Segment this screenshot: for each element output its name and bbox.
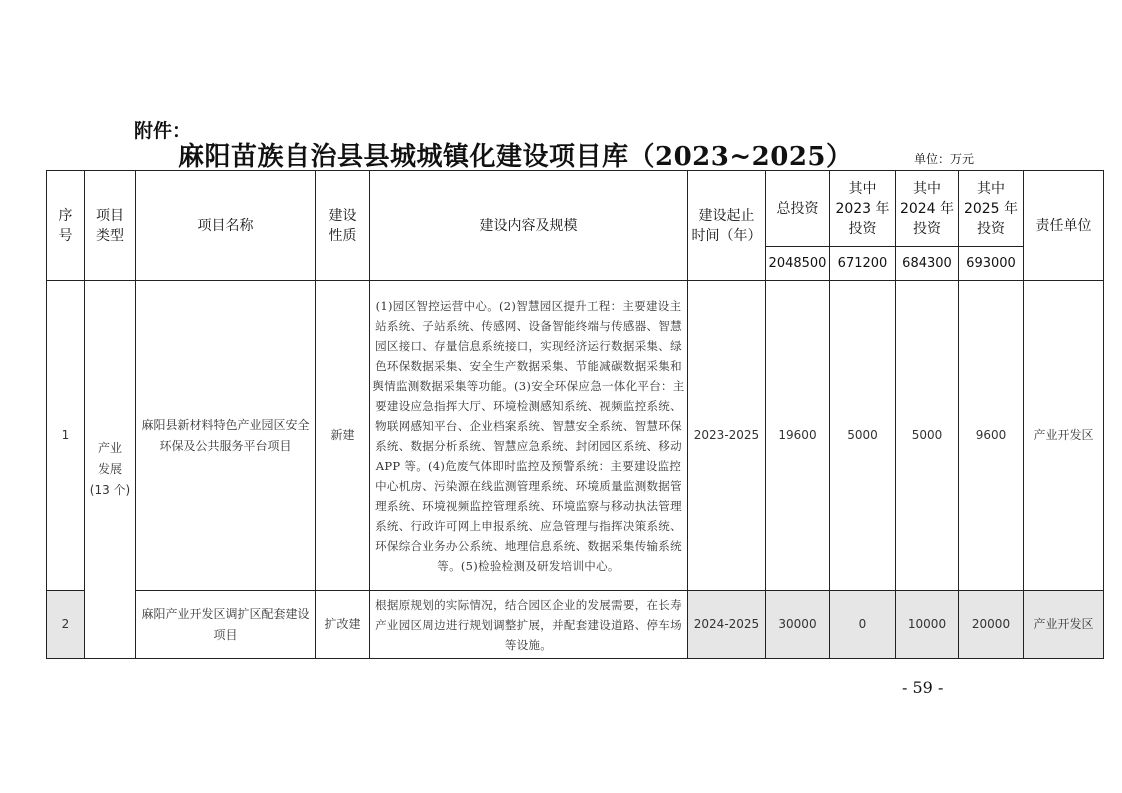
row-project-name: 麻阳产业开发区调扩区配套建设项目 xyxy=(136,591,316,659)
inv2024-sum: 684300 xyxy=(896,247,959,281)
header-inv2024: 其中 2024 年 投资 xyxy=(896,171,959,247)
row-unit: 产业开发区 xyxy=(1024,591,1104,659)
header-inv2023: 其中 2023 年 投资 xyxy=(830,171,896,247)
header-content: 建设内容及规模 xyxy=(370,171,688,281)
project-table xyxy=(46,170,1104,659)
table-row xyxy=(47,281,1104,591)
row-inv2023: 0 xyxy=(830,591,896,659)
row-period: 2023-2025 xyxy=(688,281,766,591)
row-unit: 产业开发区 xyxy=(1024,281,1104,591)
row-inv2024: 5000 xyxy=(896,281,959,591)
header-total: 总投资 xyxy=(766,171,830,247)
page-number: - 59 - xyxy=(902,678,944,697)
header-seq: 序 号 xyxy=(47,171,85,281)
row-total: 19600 xyxy=(766,281,830,591)
header-nature: 建设 性质 xyxy=(316,171,370,281)
table-row xyxy=(47,591,1104,659)
row-content: 根据原规划的实际情况，结合园区企业的发展需要，在长寿产业园区周边进行规划调整扩展，并配套建设道路、停车场等设施。 xyxy=(370,591,688,659)
row-project-name: 麻阳县新材料特色产业园区安全环保及公共服务平台项目 xyxy=(136,281,316,591)
inv2023-sum: 671200 xyxy=(830,247,896,281)
row-inv2025: 20000 xyxy=(959,591,1024,659)
row-inv2023: 5000 xyxy=(830,281,896,591)
row-total: 30000 xyxy=(766,591,830,659)
header-name: 项目名称 xyxy=(136,171,316,281)
inv2025-sum: 693000 xyxy=(959,247,1024,281)
row-period: 2024-2025 xyxy=(688,591,766,659)
header-inv2025: 其中 2025 年 投资 xyxy=(959,171,1024,247)
row-inv2024: 10000 xyxy=(896,591,959,659)
header-period: 建设起止 时间（年） xyxy=(688,171,766,281)
row-seq: 2 xyxy=(47,591,85,659)
row-inv2025: 9600 xyxy=(959,281,1024,591)
total-investment-sum: 2048500 xyxy=(766,247,830,281)
document-title: 麻阳苗族自治县县城城镇化建设项目库（2023~2025） xyxy=(178,142,853,172)
header-type: 项目 类型 xyxy=(85,171,136,281)
row-content: (1)园区智控运营中心。(2)智慧园区提升工程：主要建设主站系统、子站系统、传感网、设备智能终端与传感器、智慧园区接口、存量信息系统接口，实现经济运行数据采集、绿色环保数据采集、安全生产数据采集、节能减碳数据采集和舆情监测数据采集等功能。(3)安全环保应急一体化平台：主要建设应急指挥大厅、环境检测感知系统、视频监控系统、物联网感知平台、企业档案系统、智慧安全系统、智慧环保系统、数据分析系统、智慧应急系统、封闭园区系统、移动 APP 等。(4)危废气体即时监控及预警系统：主要建设监控中心机房、污染源在线监测管理系统、环境质量监测数据管理系统、环境视频监控管理系统、环境监察与移动执法管理系统、行政许可网上申报系统、应急管理与指挥决策系统、环保综合业务办公系统、地理信息系统、数据采集传输系统等。(5)检验检测及研发培训中心。 xyxy=(370,281,688,591)
header-row xyxy=(47,171,1104,247)
unit-note: 单位：万元 xyxy=(914,152,975,166)
row-nature: 扩改建 xyxy=(316,591,370,659)
row-nature: 新建 xyxy=(316,281,370,591)
row-seq: 1 xyxy=(47,281,85,591)
project-category: 产业 发展 (13 个) xyxy=(85,281,136,659)
attachment-label: 附件： xyxy=(134,120,192,142)
header-unit: 责任单位 xyxy=(1024,171,1104,281)
